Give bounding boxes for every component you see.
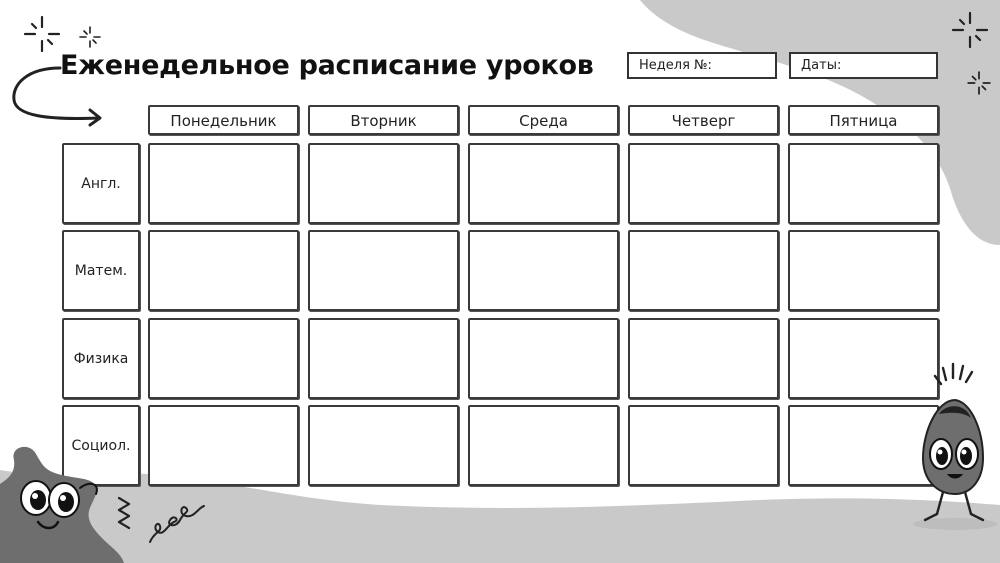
schedule-cell[interactable] bbox=[148, 405, 299, 486]
page-title: Еженедельное расписание уроков bbox=[60, 50, 594, 81]
day-header-label: Вторник bbox=[350, 112, 417, 130]
schedule-cell[interactable] bbox=[308, 318, 459, 399]
week-number-field[interactable] bbox=[627, 52, 777, 79]
schedule-cell[interactable] bbox=[628, 318, 779, 399]
sparkle-icon bbox=[966, 70, 992, 96]
sparkle-icon bbox=[950, 10, 990, 50]
day-header-thursday bbox=[628, 105, 779, 135]
schedule-cell[interactable] bbox=[468, 405, 619, 486]
sparkle-icon bbox=[78, 25, 102, 49]
drop-character-icon bbox=[905, 362, 1000, 532]
schedule-cell[interactable] bbox=[628, 405, 779, 486]
schedule-cell[interactable] bbox=[308, 230, 459, 311]
schedule-cell[interactable] bbox=[628, 143, 779, 224]
subject-label-math bbox=[62, 230, 140, 311]
schedule-cell[interactable] bbox=[788, 230, 939, 311]
subject-label-text: Англ. bbox=[81, 175, 121, 192]
day-header-monday bbox=[148, 105, 299, 135]
squiggle-icon bbox=[115, 496, 135, 532]
day-header-wednesday bbox=[468, 105, 619, 135]
schedule-cell[interactable] bbox=[788, 143, 939, 224]
day-header-label: Пятница bbox=[829, 112, 898, 130]
schedule-cell[interactable] bbox=[468, 230, 619, 311]
subject-label-text: Физика bbox=[73, 350, 129, 367]
schedule-cell[interactable] bbox=[148, 143, 299, 224]
schedule-cell[interactable] bbox=[468, 318, 619, 399]
schedule-cell[interactable] bbox=[308, 143, 459, 224]
schedule-cell[interactable] bbox=[468, 143, 619, 224]
schedule-cell[interactable] bbox=[308, 405, 459, 486]
subject-label-physics bbox=[62, 318, 140, 399]
subject-label-text: Матем. bbox=[74, 262, 128, 279]
day-header-tuesday bbox=[308, 105, 459, 135]
week-number-label: Неделя №: bbox=[639, 58, 712, 73]
day-header-label: Понедельник bbox=[170, 112, 277, 130]
curl-squiggle-icon bbox=[146, 498, 210, 546]
day-header-label: Четверг bbox=[671, 112, 736, 130]
dates-field[interactable] bbox=[789, 52, 938, 79]
subject-label-text: Социол. bbox=[71, 437, 131, 454]
schedule-cell[interactable] bbox=[628, 230, 779, 311]
dates-label: Даты: bbox=[801, 58, 842, 73]
day-header-friday bbox=[788, 105, 939, 135]
blob-character-icon bbox=[0, 437, 131, 563]
schedule-cell[interactable] bbox=[148, 318, 299, 399]
sparkle-icon bbox=[22, 14, 62, 54]
day-header-label: Среда bbox=[519, 112, 568, 130]
schedule-cell[interactable] bbox=[148, 230, 299, 311]
curved-arrow-icon bbox=[8, 62, 108, 132]
subject-label-english bbox=[62, 143, 140, 224]
